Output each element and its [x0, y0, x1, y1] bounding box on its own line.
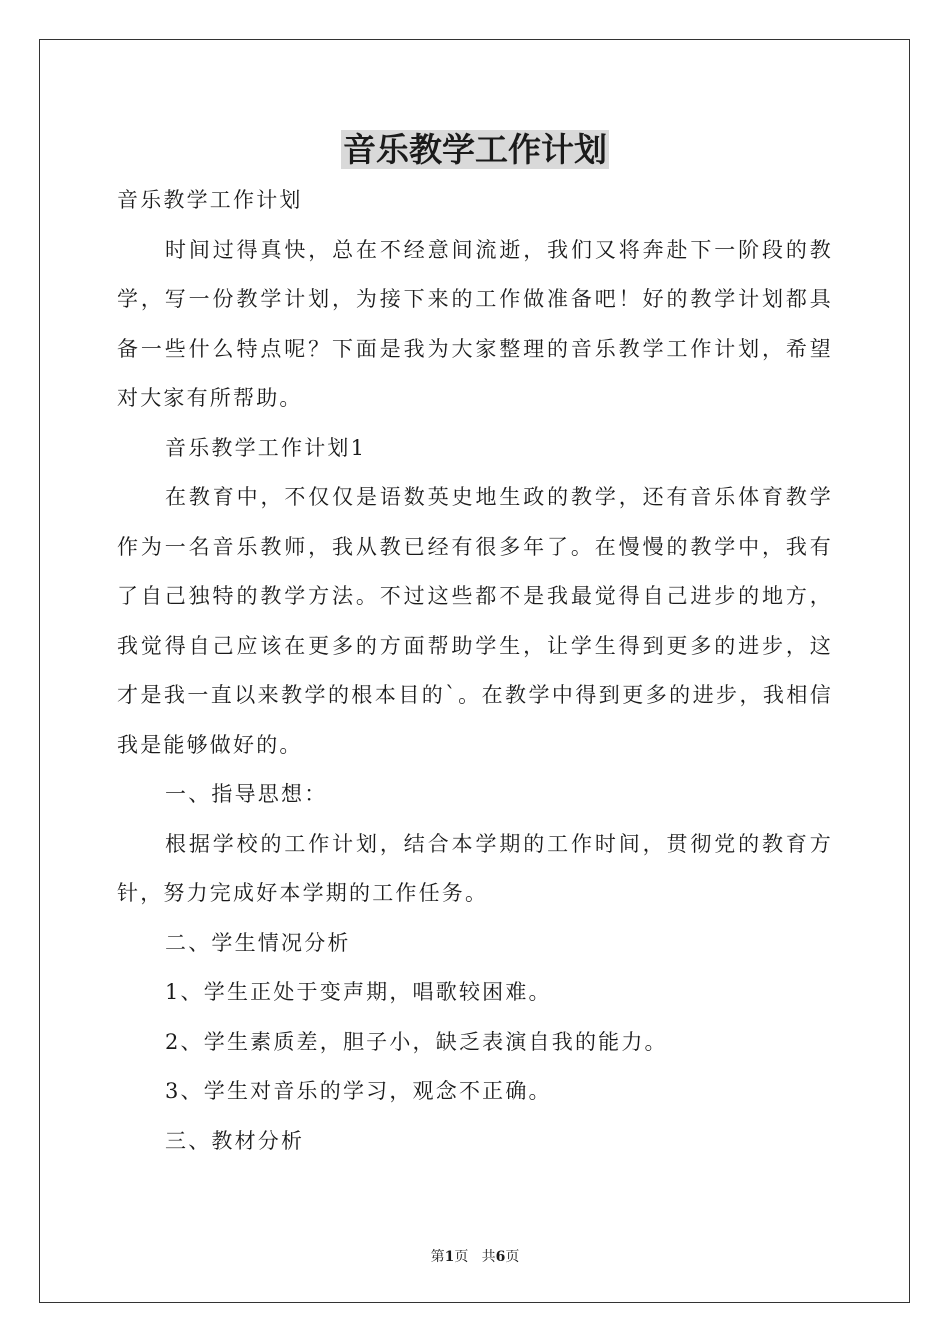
paragraph: 根据学校的工作计划，结合本学期的工作时间，贯彻党的教育方针，努力完成好本学期的工作任务。: [117, 831, 833, 905]
page-footer: [0, 1246, 950, 1266]
list-item: 2、学生素质差，胆子小，缺乏表演自我的能力。: [165, 1029, 668, 1054]
section-heading: 三、教材分析: [165, 1128, 305, 1153]
document-body: [117, 176, 833, 1166]
paragraph: 音乐教学工作计划: [117, 188, 303, 212]
document-title: 音乐教学工作计划: [343, 130, 607, 169]
total-pages: 6: [495, 1249, 506, 1265]
list-item: 1、学生正处于变声期，唱歌较困难。: [165, 980, 552, 1004]
page-number: 1: [444, 1249, 455, 1265]
paragraph: 音乐教学工作计划1: [165, 435, 367, 460]
total-suffix: 页: [505, 1249, 520, 1265]
page-suffix: 页: [454, 1249, 469, 1265]
paragraph: 在教育中，不仅仅是语数英史地生政的教学，还有音乐体育教学作为一名音乐教师，我从教已经有很多年了。在慢慢的教学中，我有了自己独特的教学方法。不过这些都不是我最觉得自己进步的地方，我觉得自己应该在更多的方面帮助学生，让学生得到更多的进步，这才是我一直以来教学的根本目的`。在教学中得到更多的进步，我相信我是能够做好的。: [117, 485, 833, 757]
paragraph: 时间过得真快，总在不经意间流逝，我们又将奔赴下一阶段的教学，写一份教学计划，为接下来的工作做准备吧！好的教学计划都具备一些什么特点呢？下面是我为大家整理的音乐教学工作计划，希望对大家有所帮助。: [117, 237, 833, 410]
list-item: 3、学生对音乐的学习，观念不正确。: [165, 1079, 552, 1103]
page-prefix: 第: [430, 1249, 445, 1265]
section-heading: 一、指导思想：: [165, 782, 328, 806]
total-prefix: 共: [481, 1249, 496, 1265]
section-heading: 二、学生情况分析: [165, 930, 351, 955]
